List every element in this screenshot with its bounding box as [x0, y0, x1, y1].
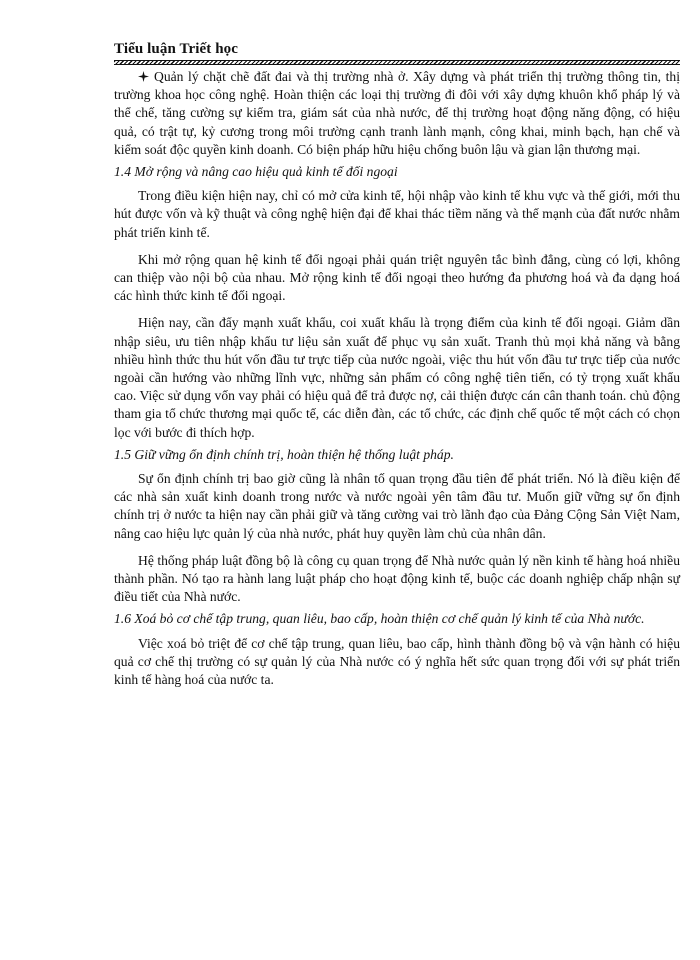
paragraph: Hệ thống pháp luật đồng bộ là công cụ quan trọng để Nhà nước quản lý nền kinh tế hàng hoá nhiều thành phần. Nó tạo ra hành lang luật pháp cho hoạt động kinh tế, buộc các doanh nghiệp chấp nhận sự điều tiết của Nhà nước. [114, 552, 680, 605]
paragraph: Việc xoá bỏ triệt để cơ chế tập trung, quan liêu, bao cấp, hình thành đồng bộ và vận hành có hiệu quả cơ chế thị trường có sự quản lý của Nhà nước có ý nghĩa hết sức quan trọng đối với sự phát triển kinh tế hàng hoá của nước ta. [114, 635, 680, 688]
paragraph: Hiện nay, cần đẩy mạnh xuất khẩu, coi xuất khẩu là trọng điểm của kinh tế đối ngoại. Giảm dần nhập siêu, ưu tiên nhập khẩu tư liệu sản xuất để phục vụ sản xuất. Tranh thủ mọi khả năng và bằng nhiều hình thức thu hút vốn đầu tư trực tiếp của nước ngoài, việc thu hút vốn đầu tư trực tiếp của nước ngoài cần hướng vào những lĩnh vực, những sản phẩm có công nghệ tiên tiến, có tỷ trọng xuất khẩu cao. Việc sử dụng vốn vay phải có hiệu quả để trả được nợ, cải thiện được cán cân thanh toán. chủ động tham gia tổ chức thương mại quốc tế, các diễn đàn, các tổ chức, các định chế quốc tế một cách có chọn lọc với bước đi thích hợp. [114, 315, 680, 440]
section-heading-1-6: 1.6 Xoá bỏ cơ chế tập trung, quan liêu, bao cấp, hoàn thiện cơ chế quản lý kinh tế của Nhà nước. [114, 611, 645, 627]
header-title: Tiểu luận Triết học [114, 41, 239, 57]
bullet-paragraph-text: Quản lý chặt chẽ đất đai và thị trường nhà ở. Xây dựng và phát triển thị trường thông tin, thị trường khoa học công nghệ. Hoàn thiện các loại thị trường đi đôi với xây dựng khuôn khổ pháp lý và thể chế, tăng cường sự kiểm tra, giám sát của nhà nước, để thị trường hoạt động năng động, có hiệu quả, có trật tự, kỷ cương trong môi trường cạnh tranh lành mạnh, công khai, minh bạch, hạn chế và kiểm soát độc quyền kinh doanh. Có biện pháp hữu hiệu chống buôn lậu và gian lận thương mại. [114, 69, 680, 157]
section-heading-1-5: 1.5 Giữ vững ổn định chính trị, hoàn thiện hệ thống luật pháp. [114, 446, 454, 462]
paragraph: Khi mở rộng quan hệ kinh tế đối ngoại phải quán triệt nguyên tắc bình đẳng, cùng có lợi, không can thiệp vào nội bộ của nhau. Mở rộng kinh tế đối ngoại theo hướng đa phương hoá và đa dạng hoá các hình thức kinh tế đối ngoại. [114, 251, 680, 304]
document-body [114, 68, 680, 698]
paragraph: Sự ổn định chính trị bao giờ cũng là nhân tố quan trọng đầu tiên để phát triển. Nó là điều kiện để các nhà sản xuất kinh doanh trong nước và nước ngoài yên tâm đầu tư. Muốn giữ vững sự ổn định chính trị ở nước ta hiện nay cần phải giữ và tăng cường vai trò lãnh đạo của Đảng Cộng Sản Việt Nam, nâng cao hiệu lực quản lý của nhà nước, phát huy quyền làm chủ của nhân dân. [114, 471, 680, 541]
section-heading-1-4: 1.4 Mở rộng và nâng cao hiệu quả kinh tế đối ngoại [114, 164, 398, 180]
paragraph: Trong điều kiện hiện nay, chỉ có mở cửa kinh tế, hội nhập vào kinh tế khu vực và thế giới, mới thu hút được vốn và kỹ thuật và công nghệ hiện đại để khai thác tiềm năng và thế mạnh của đất nước nhằm phát triển kinh tế. [114, 188, 680, 240]
bullet-paragraph [114, 68, 680, 159]
page-header [114, 40, 680, 65]
header-rule [114, 60, 680, 65]
diamond-star-bullet-icon [138, 68, 154, 86]
